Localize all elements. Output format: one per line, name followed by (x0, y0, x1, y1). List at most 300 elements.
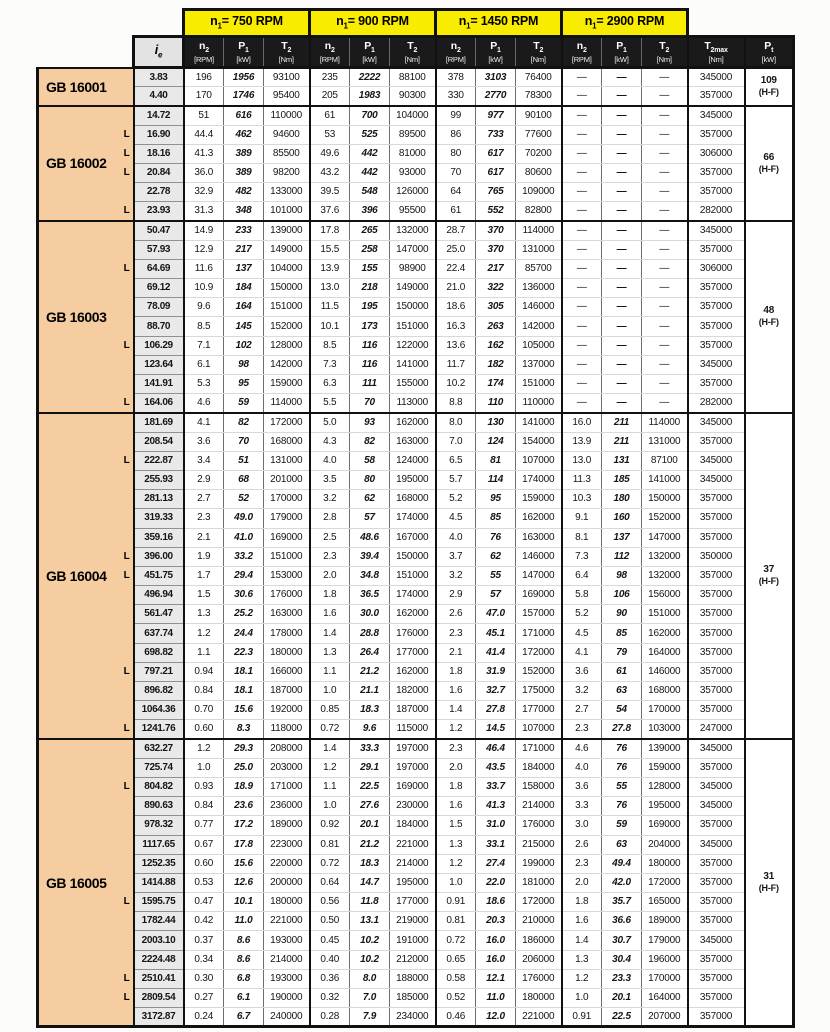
cell-p1: 76 (476, 528, 516, 547)
header-symbol: P (764, 39, 772, 52)
cell-t2: 220000 (264, 854, 310, 873)
header-equals: = (347, 14, 359, 29)
cell-t2: 95400 (264, 87, 310, 106)
table-row (38, 586, 794, 605)
cell-t2: 152000 (264, 317, 310, 336)
table-row (38, 662, 794, 681)
cell-n2: 4.0 (310, 451, 350, 470)
cell-t2: 98900 (390, 259, 436, 278)
cell-t2: 131000 (516, 240, 562, 259)
table-row (38, 432, 794, 451)
ie-value: 141.91 (134, 375, 184, 394)
ie-value: 281.13 (134, 490, 184, 509)
cell-p1: 82 (350, 432, 390, 451)
cell-t2: 201000 (264, 470, 310, 489)
cell-p1: 21.1 (350, 682, 390, 701)
cell-n2: 13.9 (310, 259, 350, 278)
header-subscript: e (158, 50, 163, 60)
cell-n2: 1.4 (310, 624, 350, 643)
cell-p1: 70 (224, 432, 264, 451)
cell-p1: 155 (350, 259, 390, 278)
cell-n2: 22.4 (436, 259, 476, 278)
cell-p1: 211 (602, 413, 642, 432)
cell-t2: 168000 (390, 490, 436, 509)
cell-n2: 1.4 (436, 701, 476, 720)
cell-p1: 370 (476, 240, 516, 259)
cell-p1: 34.8 (350, 566, 390, 585)
l-marker (114, 490, 134, 509)
cell-n2: 61 (436, 202, 476, 221)
cell-t2: 176000 (516, 816, 562, 835)
cell-p1: 49.4 (602, 854, 642, 873)
cell-t2: 168000 (264, 432, 310, 451)
group-label: GB 16003 (38, 221, 114, 413)
cell-t2: 150000 (390, 547, 436, 566)
cell-n2: 378 (436, 68, 476, 87)
cell-n2: 0.72 (436, 931, 476, 950)
header-symbol: n (210, 14, 218, 29)
cell-n2: 2.9 (436, 586, 476, 605)
cell-n2: 3.6 (184, 432, 224, 451)
cell-n2: 0.84 (184, 797, 224, 816)
cell-p1: 8.3 (224, 720, 264, 739)
cell-t2: 128000 (264, 336, 310, 355)
cell-p1: — (602, 279, 642, 298)
l-marker (114, 816, 134, 835)
cell-n2: — (562, 336, 602, 355)
cell-p1: 9.6 (350, 720, 390, 739)
cell-p1: 21.2 (350, 835, 390, 854)
cell-p1: 263 (476, 317, 516, 336)
cell-n2: 1.0 (184, 758, 224, 777)
cell-p1: 389 (224, 163, 264, 182)
cell-t2: 174000 (390, 509, 436, 528)
rpm-unit: RPM (507, 14, 539, 29)
header-symbol: P (616, 39, 624, 52)
cell-t2: 170000 (264, 490, 310, 509)
cell-t2max: 357000 (688, 87, 745, 106)
l-marker: L (114, 969, 134, 988)
cell-n2: 1.0 (562, 989, 602, 1008)
l-marker (114, 931, 134, 950)
header-equals: = (596, 14, 607, 29)
cell-n2: — (562, 259, 602, 278)
cell-p1: 184 (224, 279, 264, 298)
cell-p1: 63 (602, 835, 642, 854)
cell-p1: 30.4 (602, 950, 642, 969)
l-marker (114, 240, 134, 259)
cell-t2: 105000 (516, 336, 562, 355)
cell-n2: 1.2 (310, 758, 350, 777)
cell-p1: 145 (224, 317, 264, 336)
cell-p1: 7.9 (350, 1008, 390, 1027)
l-marker: L (114, 662, 134, 681)
header-subscript: 1 (217, 21, 222, 31)
cell-t2: 206000 (516, 950, 562, 969)
cell-n2: 0.65 (436, 950, 476, 969)
l-marker (114, 854, 134, 873)
cell-t2: — (642, 202, 688, 221)
cell-n2: 235 (310, 68, 350, 87)
cell-n2: — (562, 144, 602, 163)
cell-t2: 132000 (642, 547, 688, 566)
cell-n2: 6.1 (184, 355, 224, 374)
ie-value: 890.63 (134, 797, 184, 816)
cell-p1: 218 (350, 279, 390, 298)
cell-t2: 165000 (642, 893, 688, 912)
l-marker (114, 279, 134, 298)
cell-n2: 3.2 (436, 566, 476, 585)
header-symbol: i (154, 43, 159, 58)
table-row (38, 624, 794, 643)
header-subscript: 2 (287, 46, 292, 54)
cell-t2max: 345000 (688, 777, 745, 796)
ie-value: 319.33 (134, 509, 184, 528)
ie-value: 451.75 (134, 566, 184, 585)
cell-p1: 10.2 (350, 950, 390, 969)
ie-value: 698.82 (134, 643, 184, 662)
cell-n2: 10.1 (310, 317, 350, 336)
cell-p1: 1956 (224, 68, 264, 87)
cell-p1: 18.3 (350, 701, 390, 720)
cell-t2: 118000 (264, 720, 310, 739)
cell-t2: 151000 (390, 566, 436, 585)
pt-value: 66 (763, 151, 775, 163)
cell-n2: 5.2 (436, 490, 476, 509)
cell-p1: 131 (602, 451, 642, 470)
cell-n2: 2.1 (184, 528, 224, 547)
pt-note: (H-F) (758, 87, 779, 98)
cell-t2: — (642, 375, 688, 394)
cell-t2: 197000 (390, 739, 436, 758)
cell-t2: 170000 (642, 969, 688, 988)
cell-t2: 180000 (264, 643, 310, 662)
cell-t2: 166000 (264, 662, 310, 681)
cell-t2: 219000 (390, 912, 436, 931)
cell-p1: 106 (602, 586, 642, 605)
header-symbol: n (450, 39, 457, 52)
ie-value: 1414.88 (134, 873, 184, 892)
ie-column-header (134, 37, 184, 68)
table-row (38, 701, 794, 720)
cell-n2: 0.27 (184, 989, 224, 1008)
cell-p1: 62 (476, 547, 516, 566)
ie-value: 3.83 (134, 68, 184, 87)
cell-t2: 141000 (642, 470, 688, 489)
cell-p1: 22.5 (602, 1008, 642, 1027)
cell-t2max: 350000 (688, 547, 745, 566)
cell-n2: 1.2 (562, 969, 602, 988)
pt-value: 31 (763, 871, 775, 883)
cell-p1: 102 (224, 336, 264, 355)
cell-t2: 139000 (264, 221, 310, 240)
ie-value: 181.69 (134, 413, 184, 432)
cell-p1: — (602, 355, 642, 374)
l-marker: L (114, 989, 134, 1008)
cell-t2: 109000 (516, 183, 562, 202)
cell-n2: 28.7 (436, 221, 476, 240)
cell-p1: — (602, 163, 642, 182)
l-marker (114, 470, 134, 489)
cell-p1: 180 (602, 490, 642, 509)
cell-t2: 182000 (390, 682, 436, 701)
cell-t2max: 357000 (688, 624, 745, 643)
col-header-t2max (688, 37, 745, 68)
cell-p1: 36.6 (602, 912, 642, 931)
cell-t2: 169000 (264, 528, 310, 547)
cell-t2: 76400 (516, 68, 562, 87)
cell-n2: 0.70 (184, 701, 224, 720)
cell-t2: 163000 (264, 605, 310, 624)
cell-p1: — (602, 144, 642, 163)
cell-t2: 122000 (390, 336, 436, 355)
cell-p1: — (602, 336, 642, 355)
table-row (38, 931, 794, 950)
cell-p1: 35.7 (602, 893, 642, 912)
cell-n2: 0.34 (184, 950, 224, 969)
cell-t2: 110000 (516, 394, 562, 413)
cell-n2: 0.32 (310, 989, 350, 1008)
cell-t2: 221000 (390, 835, 436, 854)
cell-p1: 22.3 (224, 643, 264, 662)
cell-p1: 525 (350, 125, 390, 144)
cell-n2: 0.93 (184, 777, 224, 796)
cell-p1: 51 (224, 451, 264, 470)
cell-p1: 18.9 (224, 777, 264, 796)
cell-n2: 2.6 (436, 605, 476, 624)
cell-n2: — (562, 355, 602, 374)
cell-t2max: 357000 (688, 701, 745, 720)
ie-value: 2003.10 (134, 931, 184, 950)
cell-n2: 6.5 (436, 451, 476, 470)
cell-n2: 80 (436, 144, 476, 163)
cell-t2max: 357000 (688, 528, 745, 547)
cell-t2: 110000 (264, 106, 310, 125)
header-unit: [kW] (362, 54, 377, 64)
ie-value: 2224.48 (134, 950, 184, 969)
cell-t2: 133000 (264, 183, 310, 202)
cell-t2max: 357000 (688, 758, 745, 777)
group-label: GB 16001 (38, 68, 114, 106)
cell-n2: 51 (184, 106, 224, 125)
cell-n2: 0.91 (562, 1008, 602, 1027)
cell-t2: 162000 (390, 662, 436, 681)
pt-value: 48 (763, 305, 775, 317)
cell-p1: 98 (602, 566, 642, 585)
table-row (38, 912, 794, 931)
rpm-unit: RPM (633, 14, 665, 29)
l-marker: L (114, 566, 134, 585)
col-header-p1 (224, 37, 264, 68)
ie-value: 804.82 (134, 777, 184, 796)
cell-t2: 151000 (264, 298, 310, 317)
cell-p1: 8.0 (350, 969, 390, 988)
pt-note: (H-F) (758, 576, 779, 587)
cell-t2: 149000 (264, 240, 310, 259)
cell-t2: — (642, 394, 688, 413)
cell-p1: 41.3 (476, 797, 516, 816)
cell-p1: 265 (350, 221, 390, 240)
cell-t2max: 357000 (688, 1008, 745, 1027)
header-subscript: 2 (331, 46, 335, 54)
cell-n2: 0.85 (310, 701, 350, 720)
cell-n2: 9.6 (184, 298, 224, 317)
cell-t2: 172000 (516, 643, 562, 662)
table-row (38, 336, 794, 355)
cell-n2: 11.7 (436, 355, 476, 374)
cell-t2: 98200 (264, 163, 310, 182)
cell-p1: 27.4 (476, 854, 516, 873)
cell-n2: 1.0 (436, 873, 476, 892)
cell-p1: 462 (224, 125, 264, 144)
cell-n2: — (562, 298, 602, 317)
cell-t2max: 357000 (688, 566, 745, 585)
cell-t2: 171000 (516, 739, 562, 758)
cell-p1: 54 (602, 701, 642, 720)
cell-t2: 137000 (516, 355, 562, 374)
cell-t2max: 282000 (688, 202, 745, 221)
cell-n2: 0.45 (310, 931, 350, 950)
ie-value: 725.74 (134, 758, 184, 777)
cell-t2: 230000 (390, 797, 436, 816)
cell-t2: 146000 (642, 662, 688, 681)
ie-value: 561.47 (134, 605, 184, 624)
cell-p1: 57 (350, 509, 390, 528)
cell-t2: 174000 (516, 470, 562, 489)
header-unit: [RPM] (571, 54, 592, 64)
group-label: GB 16005 (38, 739, 114, 1027)
cell-t2: 141000 (516, 413, 562, 432)
cell-t2: 114000 (642, 413, 688, 432)
l-marker (114, 317, 134, 336)
cell-p1: — (602, 240, 642, 259)
pt-value: 109 (760, 75, 777, 87)
cell-t2: 221000 (516, 1008, 562, 1027)
cell-p1: 617 (476, 163, 516, 182)
rpm-value: 1450 (480, 14, 508, 29)
cell-p1: 14.5 (476, 720, 516, 739)
ie-value: 14.72 (134, 106, 184, 125)
cell-n2: 1.8 (436, 662, 476, 681)
cell-p1: 45.1 (476, 624, 516, 643)
cell-t2: 156000 (642, 586, 688, 605)
cell-t2: 193000 (264, 969, 310, 988)
column-header-row (38, 37, 794, 68)
cell-n2: 4.0 (562, 758, 602, 777)
col-header-p1 (350, 37, 390, 68)
cell-t2max: 357000 (688, 490, 745, 509)
cell-n2: 0.64 (310, 873, 350, 892)
cell-n2: 3.6 (562, 662, 602, 681)
cell-n2: — (562, 106, 602, 125)
cell-n2: 1.6 (562, 912, 602, 931)
cell-t2max: 306000 (688, 144, 745, 163)
cell-t2max: 282000 (688, 394, 745, 413)
cell-n2: 2.3 (436, 624, 476, 643)
cell-t2: 93100 (264, 68, 310, 87)
cell-t2max: 345000 (688, 470, 745, 489)
cell-t2: 80600 (516, 163, 562, 182)
cell-t2: 169000 (516, 586, 562, 605)
cell-n2: 0.91 (436, 893, 476, 912)
cell-p1: 76 (602, 739, 642, 758)
cell-n2: 5.0 (310, 413, 350, 432)
cell-n2: 0.72 (310, 854, 350, 873)
cell-p1: 28.8 (350, 624, 390, 643)
cell-t2: 172000 (264, 413, 310, 432)
cell-t2: 193000 (264, 931, 310, 950)
l-marker (114, 682, 134, 701)
cell-t2max: 357000 (688, 854, 745, 873)
cell-t2: 78300 (516, 87, 562, 106)
cell-n2: 1.2 (436, 720, 476, 739)
l-marker (114, 183, 134, 202)
cell-n2: 0.60 (184, 720, 224, 739)
header-subscript: 2 (583, 46, 587, 54)
group-pt (745, 68, 794, 106)
cell-p1: 124 (476, 432, 516, 451)
pt-note: (H-F) (758, 163, 779, 174)
header-subscript: 1 (592, 21, 597, 31)
cell-t2: 147000 (390, 240, 436, 259)
ie-value: 896.82 (134, 682, 184, 701)
header-subscript: 2 (205, 46, 209, 54)
l-marker (114, 586, 134, 605)
cell-n2: 3.5 (310, 470, 350, 489)
group-pt (745, 221, 794, 413)
cell-p1: 49.0 (224, 509, 264, 528)
cell-p1: 48.6 (350, 528, 390, 547)
cell-t2: 146000 (516, 298, 562, 317)
cell-n2: 11.3 (562, 470, 602, 489)
cell-t2: 136000 (516, 279, 562, 298)
cell-p1: 27.6 (350, 797, 390, 816)
cell-p1: 27.8 (602, 720, 642, 739)
cell-p1: 616 (224, 106, 264, 125)
cell-t2: 162000 (390, 605, 436, 624)
cell-t2: — (642, 87, 688, 106)
header-subscript: 2 (539, 46, 544, 54)
cell-t2: 195000 (390, 470, 436, 489)
cell-t2: 152000 (516, 662, 562, 681)
cell-p1: 21.2 (350, 662, 390, 681)
cell-t2: 163000 (390, 432, 436, 451)
cell-t2: 189000 (264, 816, 310, 835)
cell-p1: 55 (476, 566, 516, 585)
cell-p1: 8.6 (224, 931, 264, 950)
cell-n2: 0.50 (310, 912, 350, 931)
cell-t2: 142000 (264, 355, 310, 374)
cell-p1: 52 (224, 490, 264, 509)
cell-t2: 234000 (390, 1008, 436, 1027)
cell-n2: 3.2 (562, 682, 602, 701)
cell-t2: 159000 (642, 758, 688, 777)
table-row (38, 470, 794, 489)
cell-p1: 22.5 (350, 777, 390, 796)
cell-p1: 23.3 (602, 969, 642, 988)
cell-p1: 93 (350, 413, 390, 432)
cell-t2: 151000 (390, 317, 436, 336)
cell-n2: 9.1 (562, 509, 602, 528)
cell-n2: 39.5 (310, 183, 350, 202)
cell-p1: 3103 (476, 68, 516, 87)
cell-t2: 139000 (642, 739, 688, 758)
cell-t2max: 357000 (688, 682, 745, 701)
cell-n2: 10.2 (436, 375, 476, 394)
cell-n2: 14.9 (184, 221, 224, 240)
l-marker: L (114, 259, 134, 278)
cell-n2: 1.1 (184, 643, 224, 662)
